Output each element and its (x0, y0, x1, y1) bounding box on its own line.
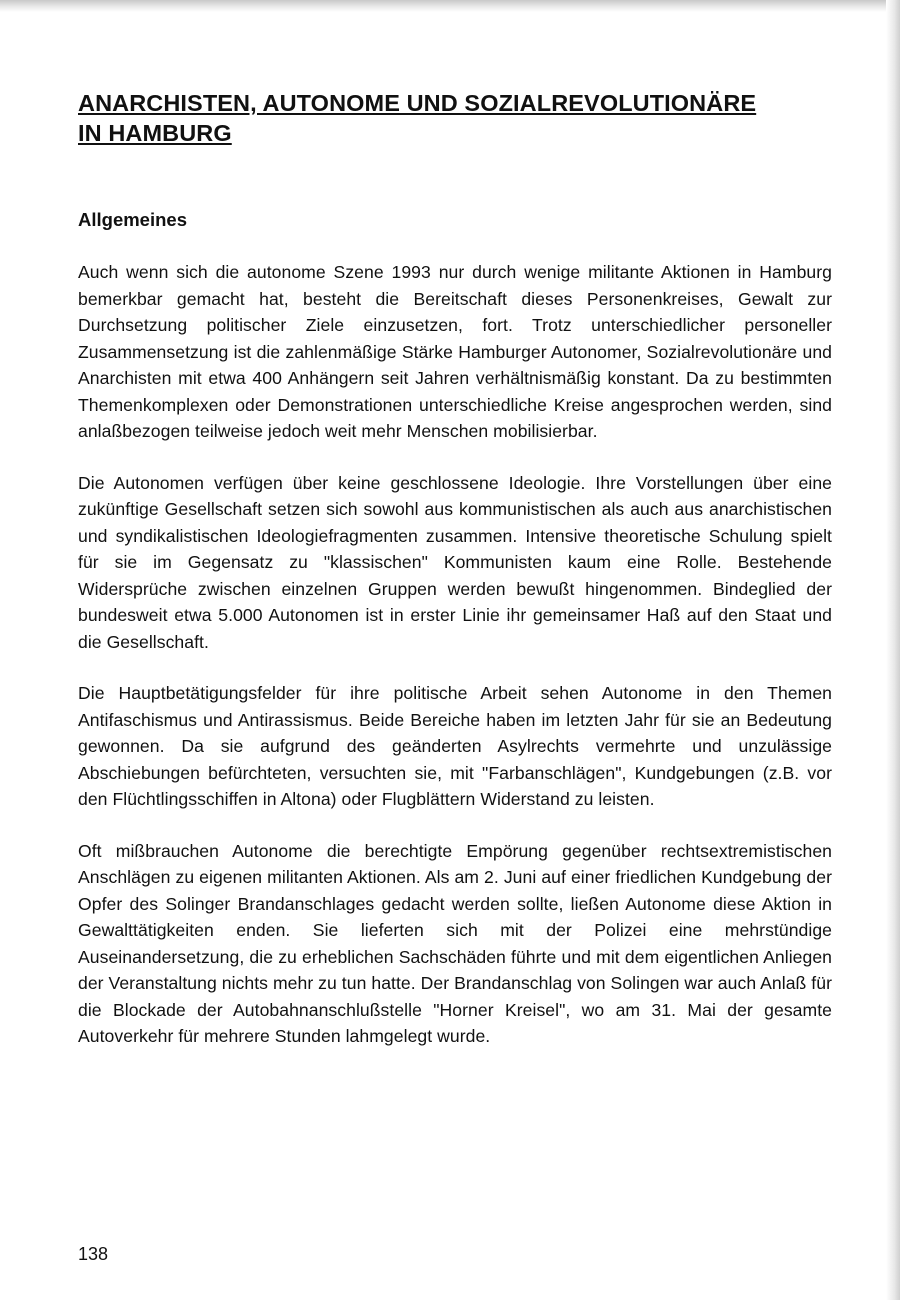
scan-shadow-top (0, 0, 900, 12)
page-title-line-2: IN HAMBURG (78, 120, 232, 146)
page-title (78, 88, 838, 148)
paragraph-1: Auch wenn sich die autonome Szene 1993 nur durch wenige militante Aktionen in Hamburg bemerkbar gemacht hat, besteht die Bereitschaft dieses Personenkreises, Gewalt zur Durchsetzung politischer Ziele einzusetzen, fort. Trotz unterschiedlicher personeller Zusammensetzung ist die zahlenmäßige Stärke Hamburger Autonomer, Sozialrevolutionäre und Anarchisten mit etwa 400 Anhängern seit Jahren verhältnismäßig konstant. Da zu bestimmten Themenkomplexen oder Demonstrationen unterschiedliche Kreise angesprochen werden, sind anlaßbezogen teilweise jedoch weit mehr Menschen mobilisierbar. (78, 262, 832, 441)
section-heading: Allgemeines (78, 209, 187, 230)
paragraph-4: Oft mißbrauchen Autonome die berechtigte Empörung gegenüber rechtsextremistischen Anschlägen zu eigenen militanten Aktionen. Als am 2. Juni auf einer friedlichen Kundgebung der Opfer des Solinger Brandanschlages gedacht werden sollte, ließen Autonome diese Aktion in Gewalttätigkeiten enden. Sie lieferten sich mit der Polizei eine mehrstündige Auseinandersetzung, die zu erheblichen Sachschäden führte und mit dem eigentlichen Anliegen der Veranstaltung nichts mehr zu tun hatte. Der Brandanschlag von Solingen war auch Anlaß für die Blockade der Autobahnanschlußstelle "Horner Kreisel", wo am 31. Mai der gesamte Autoverkehr für mehrere Stunden lahmgelegt wurde. (78, 840, 832, 1046)
paragraph-3: Die Hauptbetätigungsfelder für ihre politische Arbeit sehen Autonome in den Themen Antifaschismus und Antirassismus. Beide Bereiche haben im letzten Jahr für sie an Bedeutung gewonnen. Da sie aufgrund des geänderten Asylrechts vermehrte und unzulässige Abschiebungen befürchteten, versuchten sie, mit "Farbanschlägen", Kundgebungen (z.B. vor den Flüchtlingsschiffen in Altona) oder Flugblättern Widerstand zu leisten. (78, 683, 832, 809)
body-text (78, 259, 832, 1075)
page-number: 138 (78, 1244, 109, 1264)
paragraph-2: Die Autonomen verfügen über keine geschlossene Ideologie. Ihre Vorstellungen über eine zukünftige Gesellschaft setzen sich sowohl aus kommunistischen als auch aus anarchistischen und syndikalistischen Ideologiefragmenten zusammen. Intensive theoretische Schulung spielt für sie im Gegensatz zu "klassischen" Kommunisten kaum eine Rolle. Bestehende Widersprüche zwischen einzelnen Gruppen werden bewußt hingenommen. Bindeglied der bundesweit etwa 5.000 Autonomen ist in erster Linie ihr gemeinsamer Haß auf den Staat und die Gesellschaft. (78, 472, 832, 652)
scan-shadow-right (886, 0, 900, 1300)
page-title-line-1: ANARCHISTEN, AUTONOME UND SOZIALREVOLUTIONÄRE (78, 90, 757, 116)
